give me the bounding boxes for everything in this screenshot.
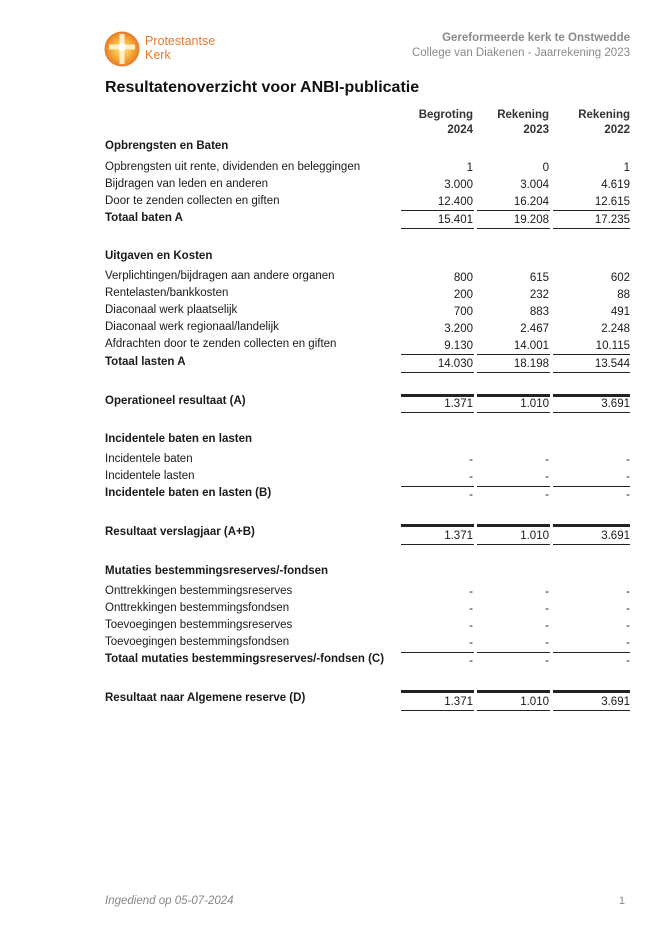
result-rule: [553, 524, 630, 527]
cell-value: -: [626, 637, 630, 649]
section-heading-baten: Opbrengsten en Baten: [105, 140, 229, 152]
result-rule: [477, 394, 550, 397]
subtotal-rule: [477, 354, 550, 355]
row-label: Rentelasten/bankkosten: [105, 287, 229, 299]
total-rule: [477, 710, 550, 711]
result-value: 1.371: [444, 696, 473, 708]
cell-value: -: [545, 603, 549, 615]
total-label: Totaal lasten A: [105, 356, 186, 368]
total-value: 15.401: [437, 214, 473, 226]
cell-value: 12.615: [594, 196, 630, 208]
result-rule: [401, 524, 474, 527]
total-rule: [477, 228, 550, 229]
total-label: Totaal baten A: [105, 212, 183, 224]
cell-value: -: [626, 620, 630, 632]
cell-value: 9.130: [444, 340, 473, 352]
subtotal-rule: [401, 210, 474, 211]
logo-wordmark: [145, 34, 215, 62]
result-value: 1.010: [520, 530, 549, 542]
cell-value: 2.248: [601, 323, 630, 335]
subtotal-rule: [401, 652, 474, 653]
total-value: -: [626, 489, 630, 501]
total-rule: [553, 710, 630, 711]
section-heading-lasten: Uitgaven en Kosten: [105, 250, 213, 262]
cell-value: 200: [453, 289, 473, 301]
result-value: 3.691: [601, 530, 630, 542]
subtotal-rule: [553, 486, 630, 487]
logo-line-1: Protestantse: [145, 34, 216, 48]
row-label: Incidentele baten: [105, 453, 193, 465]
cell-value: -: [469, 603, 473, 615]
total-rule: [401, 544, 474, 545]
cell-value: 883: [529, 306, 549, 318]
result-label-algemene-reserve: Resultaat naar Algemene reserve (D): [105, 692, 306, 704]
result-rule: [477, 690, 550, 693]
subtotal-rule: [553, 652, 630, 653]
total-value: -: [469, 489, 473, 501]
result-label-operationeel: Operationeel resultaat (A): [105, 395, 246, 407]
result-label-verslagjaar: Resultaat verslagjaar (A+B): [105, 526, 255, 538]
total-value: 17.235: [594, 214, 630, 226]
cell-value: -: [545, 586, 549, 598]
total-rule: [477, 372, 550, 373]
row-label: Onttrekkingen bestemmingsreserves: [105, 585, 293, 597]
cell-value: 3.004: [520, 179, 549, 191]
total-rule: [477, 412, 550, 413]
total-rule: [401, 228, 474, 229]
total-value: 19.208: [513, 214, 549, 226]
cell-value: 800: [453, 272, 473, 284]
total-rule: [477, 544, 550, 545]
section-heading-mutaties: Mutaties bestemmingsreserves/-fondsen: [105, 565, 329, 577]
page-title: Resultatenoverzicht voor ANBI-publicatie: [105, 79, 420, 96]
cell-value: 88: [617, 289, 630, 301]
cell-value: -: [545, 471, 549, 483]
cell-value: 1: [466, 162, 473, 174]
result-rule: [401, 394, 474, 397]
section-heading-incidenteel: Incidentele baten en lasten: [105, 433, 252, 445]
total-value: 18.198: [513, 358, 549, 370]
column-header-rekening-2022: Rekening 2022: [578, 109, 630, 136]
subtotal-rule: [477, 486, 550, 487]
row-label: Onttrekkingen bestemmingsfondsen: [105, 602, 290, 614]
result-rule: [553, 690, 630, 693]
cell-value: 232: [529, 289, 549, 301]
total-rule: [553, 228, 630, 229]
cell-value: -: [626, 586, 630, 598]
cell-value: -: [545, 620, 549, 632]
total-label: Incidentele baten en lasten (B): [105, 487, 272, 499]
cell-value: 602: [610, 272, 630, 284]
logo-line-2: Kerk: [145, 48, 171, 62]
subtotal-rule: [477, 652, 550, 653]
row-label: Verplichtingen/bijdragen aan andere organen: [105, 270, 335, 282]
subtotal-rule: [553, 354, 630, 355]
cell-value: -: [469, 471, 473, 483]
cell-value: -: [626, 471, 630, 483]
subtotal-rule: [401, 486, 474, 487]
cell-value: 0: [542, 162, 549, 174]
row-label: Toevoegingen bestemmingsfondsen: [105, 636, 290, 648]
total-rule: [553, 372, 630, 373]
column-header-begroting-2024: Begroting 2024: [418, 109, 473, 136]
result-value: 1.371: [444, 530, 473, 542]
total-value: -: [469, 655, 473, 667]
total-value: -: [545, 489, 549, 501]
cell-value: 1: [623, 162, 630, 174]
cell-value: -: [626, 454, 630, 466]
result-rule: [553, 394, 630, 397]
cell-value: -: [469, 454, 473, 466]
result-rule: [401, 690, 474, 693]
cell-value: -: [545, 454, 549, 466]
cell-value: 10.115: [595, 340, 630, 352]
result-value: 1.371: [444, 398, 473, 410]
cell-value: -: [545, 637, 549, 649]
total-rule: [401, 372, 474, 373]
total-value: 14.030: [437, 358, 473, 370]
column-header-rekening-2023: Rekening 2023: [497, 109, 549, 136]
subtotal-rule: [553, 210, 630, 211]
total-label: Totaal mutaties bestemmingsreserves/-fondsen (C): [105, 653, 385, 665]
cell-value: 16.204: [513, 196, 549, 208]
total-value: -: [545, 655, 549, 667]
cell-value: 491: [610, 306, 630, 318]
result-rule: [477, 524, 550, 527]
row-label: Toevoegingen bestemmingsreserves: [105, 619, 293, 631]
total-rule: [553, 544, 630, 545]
cell-value: 14.001: [513, 340, 549, 352]
document-subtitle: College van Diakenen - Jaarrekening 2023: [411, 47, 630, 59]
cell-value: 3.000: [444, 179, 473, 191]
result-value: 1.010: [520, 398, 549, 410]
cell-value: -: [469, 620, 473, 632]
total-value: 13.544: [594, 358, 630, 370]
cell-value: 2.467: [520, 323, 549, 335]
total-rule: [401, 710, 474, 711]
protestantse-kerk-logo-icon: [104, 31, 140, 67]
row-label: Opbrengsten uit rente, dividenden en beleggingen: [105, 161, 361, 173]
total-rule: [401, 412, 474, 413]
result-value: 3.691: [601, 398, 630, 410]
total-value: -: [626, 655, 630, 667]
result-value: 1.010: [520, 696, 549, 708]
cell-value: 3.200: [444, 323, 473, 335]
row-label: Incidentele lasten: [105, 470, 195, 482]
page-number: 1: [618, 895, 625, 907]
result-value: 3.691: [601, 696, 630, 708]
row-label: Bijdragen van leden en anderen: [105, 178, 269, 190]
cell-value: 615: [529, 272, 549, 284]
total-rule: [553, 412, 630, 413]
row-label: Diaconaal werk regionaal/landelijk: [105, 321, 279, 333]
cell-value: -: [626, 603, 630, 615]
cell-value: -: [469, 637, 473, 649]
cell-value: 700: [453, 306, 473, 318]
cell-value: -: [469, 586, 473, 598]
submission-date: Ingediend op 05-07-2024: [105, 895, 234, 907]
row-label: Afdrachten door te zenden collecten en giften: [105, 338, 337, 350]
subtotal-rule: [401, 354, 474, 355]
organization-name: Gereformeerde kerk te Onstwedde: [442, 32, 630, 44]
row-label: Diaconaal werk plaatselijk: [105, 304, 238, 316]
cell-value: 12.400: [437, 196, 473, 208]
cell-value: 4.619: [601, 179, 630, 191]
row-label: Door te zenden collecten en giften: [105, 195, 280, 207]
subtotal-rule: [477, 210, 550, 211]
